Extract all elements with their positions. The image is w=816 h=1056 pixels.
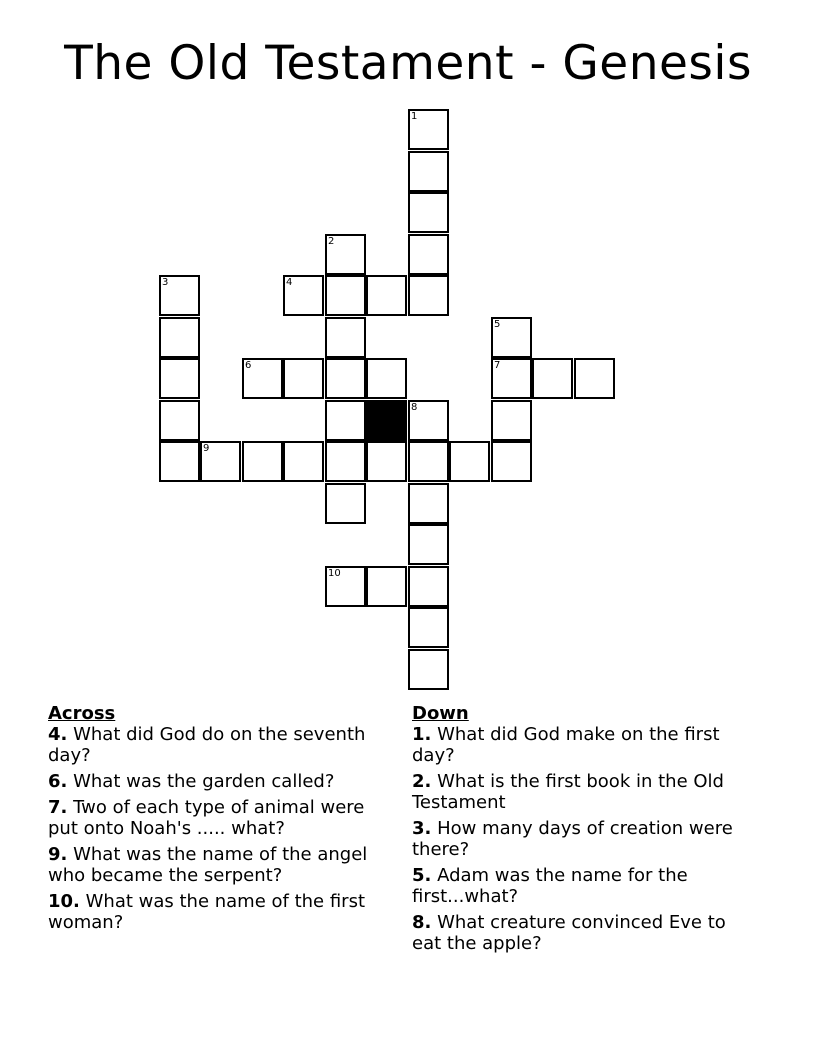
clue-text: What was the name of the angel who became the serpent?	[48, 844, 368, 886]
clue-text: What did God make on the first day?	[412, 724, 720, 766]
clue-text: What did God do on the seventh day?	[48, 724, 366, 766]
grid-cell[interactable]	[159, 275, 200, 316]
clue-number: 1	[411, 111, 418, 122]
grid-cell[interactable]	[491, 317, 532, 358]
across-clue	[48, 724, 398, 766]
grid-cell[interactable]	[408, 524, 449, 565]
clue-number: 2	[328, 236, 335, 247]
down-clue	[412, 865, 752, 907]
clue-text: What is the first book in the Old Testament	[412, 771, 724, 813]
grid-cell[interactable]	[159, 358, 200, 399]
clue-text: What was the name of the first woman?	[48, 891, 366, 933]
clue-num: 10.	[48, 891, 80, 912]
across-clues	[48, 703, 398, 938]
across-clue	[48, 844, 398, 886]
clue-number: 5	[494, 319, 501, 330]
down-heading: Down	[412, 703, 469, 724]
grid-cell[interactable]	[325, 358, 366, 399]
grid-cell[interactable]	[408, 275, 449, 316]
grid-cell[interactable]	[325, 275, 366, 316]
grid-cell[interactable]	[283, 275, 324, 316]
clue-num: 4.	[48, 724, 68, 745]
grid-cell[interactable]	[366, 566, 407, 607]
grid-cell[interactable]	[491, 400, 532, 441]
down-clue	[412, 912, 752, 954]
grid-cell[interactable]	[408, 649, 449, 690]
down-clue	[412, 771, 752, 813]
across-heading: Across	[48, 703, 116, 724]
grid-cell[interactable]	[325, 400, 366, 441]
clue-num: 8.	[412, 912, 432, 933]
grid-cell[interactable]	[242, 441, 283, 482]
grid-cell[interactable]	[408, 151, 449, 192]
down-clue	[412, 724, 752, 766]
clue-text: What creature convinced Eve to eat the apple?	[412, 912, 726, 954]
clue-number: 3	[162, 277, 169, 288]
grid-cell[interactable]	[366, 441, 407, 482]
down-clue	[412, 818, 752, 860]
grid-cell[interactable]	[200, 441, 241, 482]
grid-cell[interactable]	[159, 400, 200, 441]
grid-cell[interactable]	[366, 275, 407, 316]
grid-cell[interactable]	[325, 234, 366, 275]
clue-num: 1.	[412, 724, 432, 745]
down-clues	[412, 703, 752, 959]
grid-cell[interactable]	[325, 441, 366, 482]
clue-text: What was the garden called?	[67, 771, 335, 792]
clue-text: Two of each type of animal were put onto Noah's ..... what?	[48, 797, 365, 839]
clue-num: 5.	[412, 865, 432, 886]
clue-num: 2.	[412, 771, 432, 792]
grid-cell[interactable]	[408, 566, 449, 607]
across-clue-list	[48, 724, 398, 933]
grid-cell[interactable]	[491, 441, 532, 482]
across-clue	[48, 771, 398, 792]
across-clue	[48, 891, 398, 933]
clue-num: 6.	[48, 771, 68, 792]
grid-cell[interactable]	[449, 441, 490, 482]
grid-cell[interactable]	[408, 607, 449, 648]
grid-cell[interactable]	[325, 483, 366, 524]
grid-cell[interactable]	[408, 483, 449, 524]
grid-cell[interactable]	[408, 441, 449, 482]
black-square	[366, 400, 407, 441]
grid-cell[interactable]	[532, 358, 573, 399]
clue-number: 10	[328, 568, 341, 579]
clue-number: 8	[411, 402, 418, 413]
grid-cell[interactable]	[283, 441, 324, 482]
clue-text: Adam was the name for the first...what?	[412, 865, 688, 907]
grid-cell[interactable]	[325, 317, 366, 358]
puzzle-title: The Old Testament - Genesis	[64, 36, 752, 91]
grid-cell[interactable]	[159, 317, 200, 358]
grid-cell[interactable]	[408, 234, 449, 275]
clue-num: 9.	[48, 844, 68, 865]
clue-number: 6	[245, 360, 252, 371]
grid-cell[interactable]	[325, 566, 366, 607]
grid-cell[interactable]	[408, 400, 449, 441]
grid-cell[interactable]	[491, 358, 532, 399]
grid-cell[interactable]	[366, 358, 407, 399]
clue-number: 9	[203, 443, 210, 454]
grid-cell[interactable]	[242, 358, 283, 399]
grid-cell[interactable]	[283, 358, 324, 399]
grid-cell[interactable]	[159, 441, 200, 482]
clue-num: 7.	[48, 797, 68, 818]
grid-cell[interactable]	[408, 192, 449, 233]
grid-cell[interactable]	[408, 109, 449, 150]
clue-text: How many days of creation were there?	[412, 818, 733, 860]
clue-num: 3.	[412, 818, 432, 839]
down-clue-list	[412, 724, 752, 954]
clue-number: 7	[494, 360, 501, 371]
clue-number: 4	[286, 277, 293, 288]
across-clue	[48, 797, 398, 839]
grid-cell[interactable]	[574, 358, 615, 399]
